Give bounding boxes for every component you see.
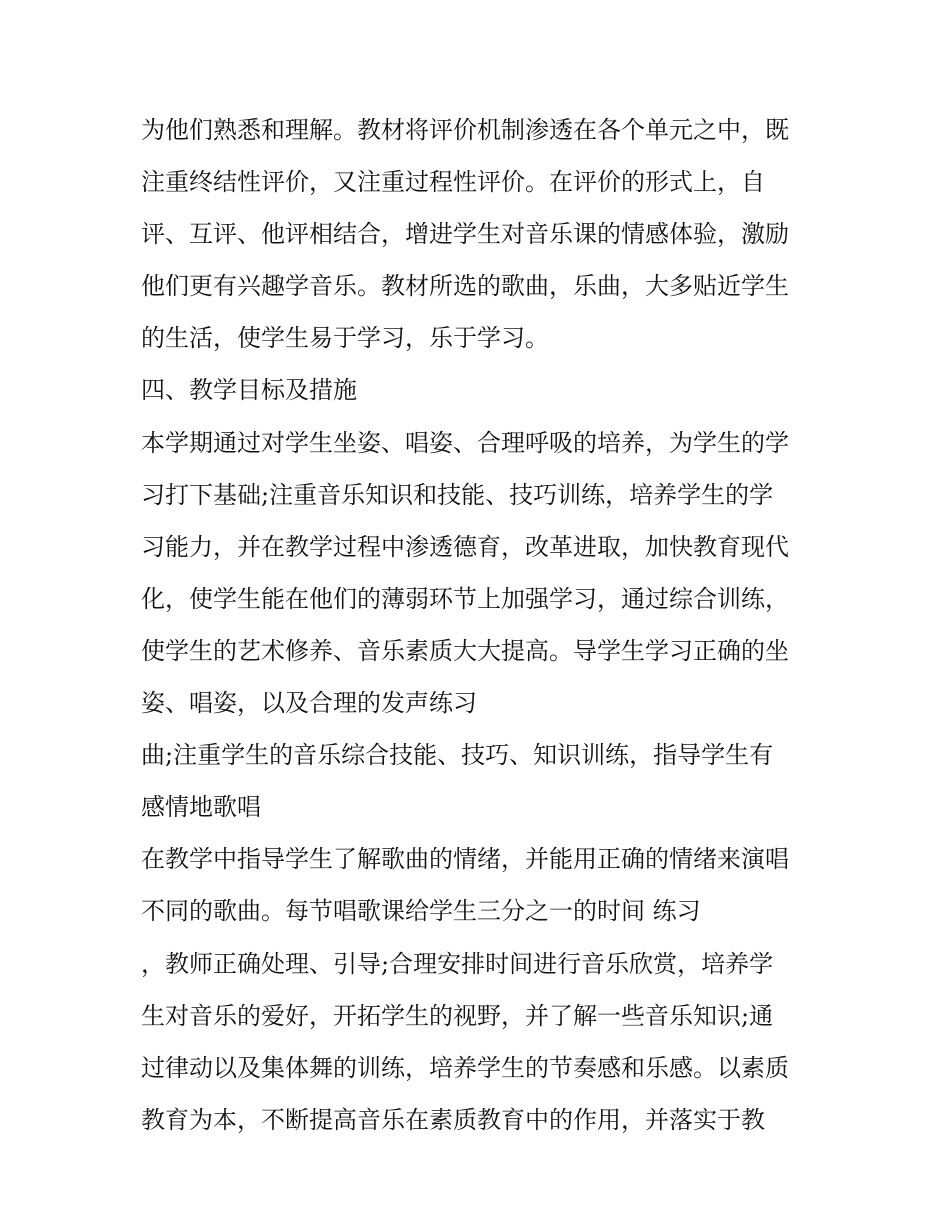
text-line: 本学期通过对学生坐姿、唱姿、合理呼吸的培养，为学生的学 bbox=[141, 428, 789, 457]
text-line: 为他们熟悉和理解。教材将评价机制渗透在各个单元之中，既 bbox=[141, 116, 789, 144]
text-line: 他们更有兴趣学音乐。教材所选的歌曲，乐曲，大多贴近学生 bbox=[141, 272, 789, 301]
text-line: 生对音乐的爱好，开拓学生的视野，并了解一些音乐知识;通 bbox=[141, 1001, 774, 1030]
text-line: 教育为本，不断提高音乐在素质教育中的作用，并落实于教 bbox=[141, 1105, 765, 1134]
text-line: 的生活，使学生易于学习，乐于学习。 bbox=[141, 324, 549, 353]
text-line: 评、互评、他评相结合，增进学生对音乐课的情感体验，激励 bbox=[141, 220, 789, 249]
text-line: 姿、唱姿，以及合理的发声练习 bbox=[141, 689, 477, 718]
text-line: 过律动以及集体舞的训练，培养学生的节奏感和乐感。以素质 bbox=[141, 1053, 789, 1082]
text-line: 感情地歌唱 bbox=[141, 793, 261, 822]
section-heading: 四、教学目标及措施 bbox=[141, 376, 357, 405]
text-line: 在教学中指导学生了解歌曲的情绪，并能用正确的情绪来演唱 bbox=[141, 845, 789, 874]
body-text bbox=[141, 104, 821, 1146]
text-line: 习能力，并在教学过程中渗透德育，改革进取，加快教育现代 bbox=[141, 532, 789, 561]
text-line: 曲;注重学生的音乐综合技能、技巧、知识训练，指导学生有 bbox=[141, 741, 774, 770]
text-line: 化，使学生能在他们的薄弱环节上加强学习，通过综合训练， bbox=[141, 584, 789, 613]
text-line: 不同的歌曲。每节唱歌课给学生三分之一的时间 练习 bbox=[141, 897, 701, 926]
text-line: ，教师正确处理、引导;合理安排时间进行音乐欣赏，培养学 bbox=[141, 949, 774, 978]
text-line: 习打下基础;注重音乐知识和技能、技巧训练，培养学生的学 bbox=[141, 480, 774, 509]
text-line: 使学生的艺术修养、音乐素质大大提高。导学生学习正确的坐 bbox=[141, 636, 789, 665]
text-line: 注重终结性评价，又注重过程性评价。在评价的形式上，自 bbox=[141, 168, 765, 197]
